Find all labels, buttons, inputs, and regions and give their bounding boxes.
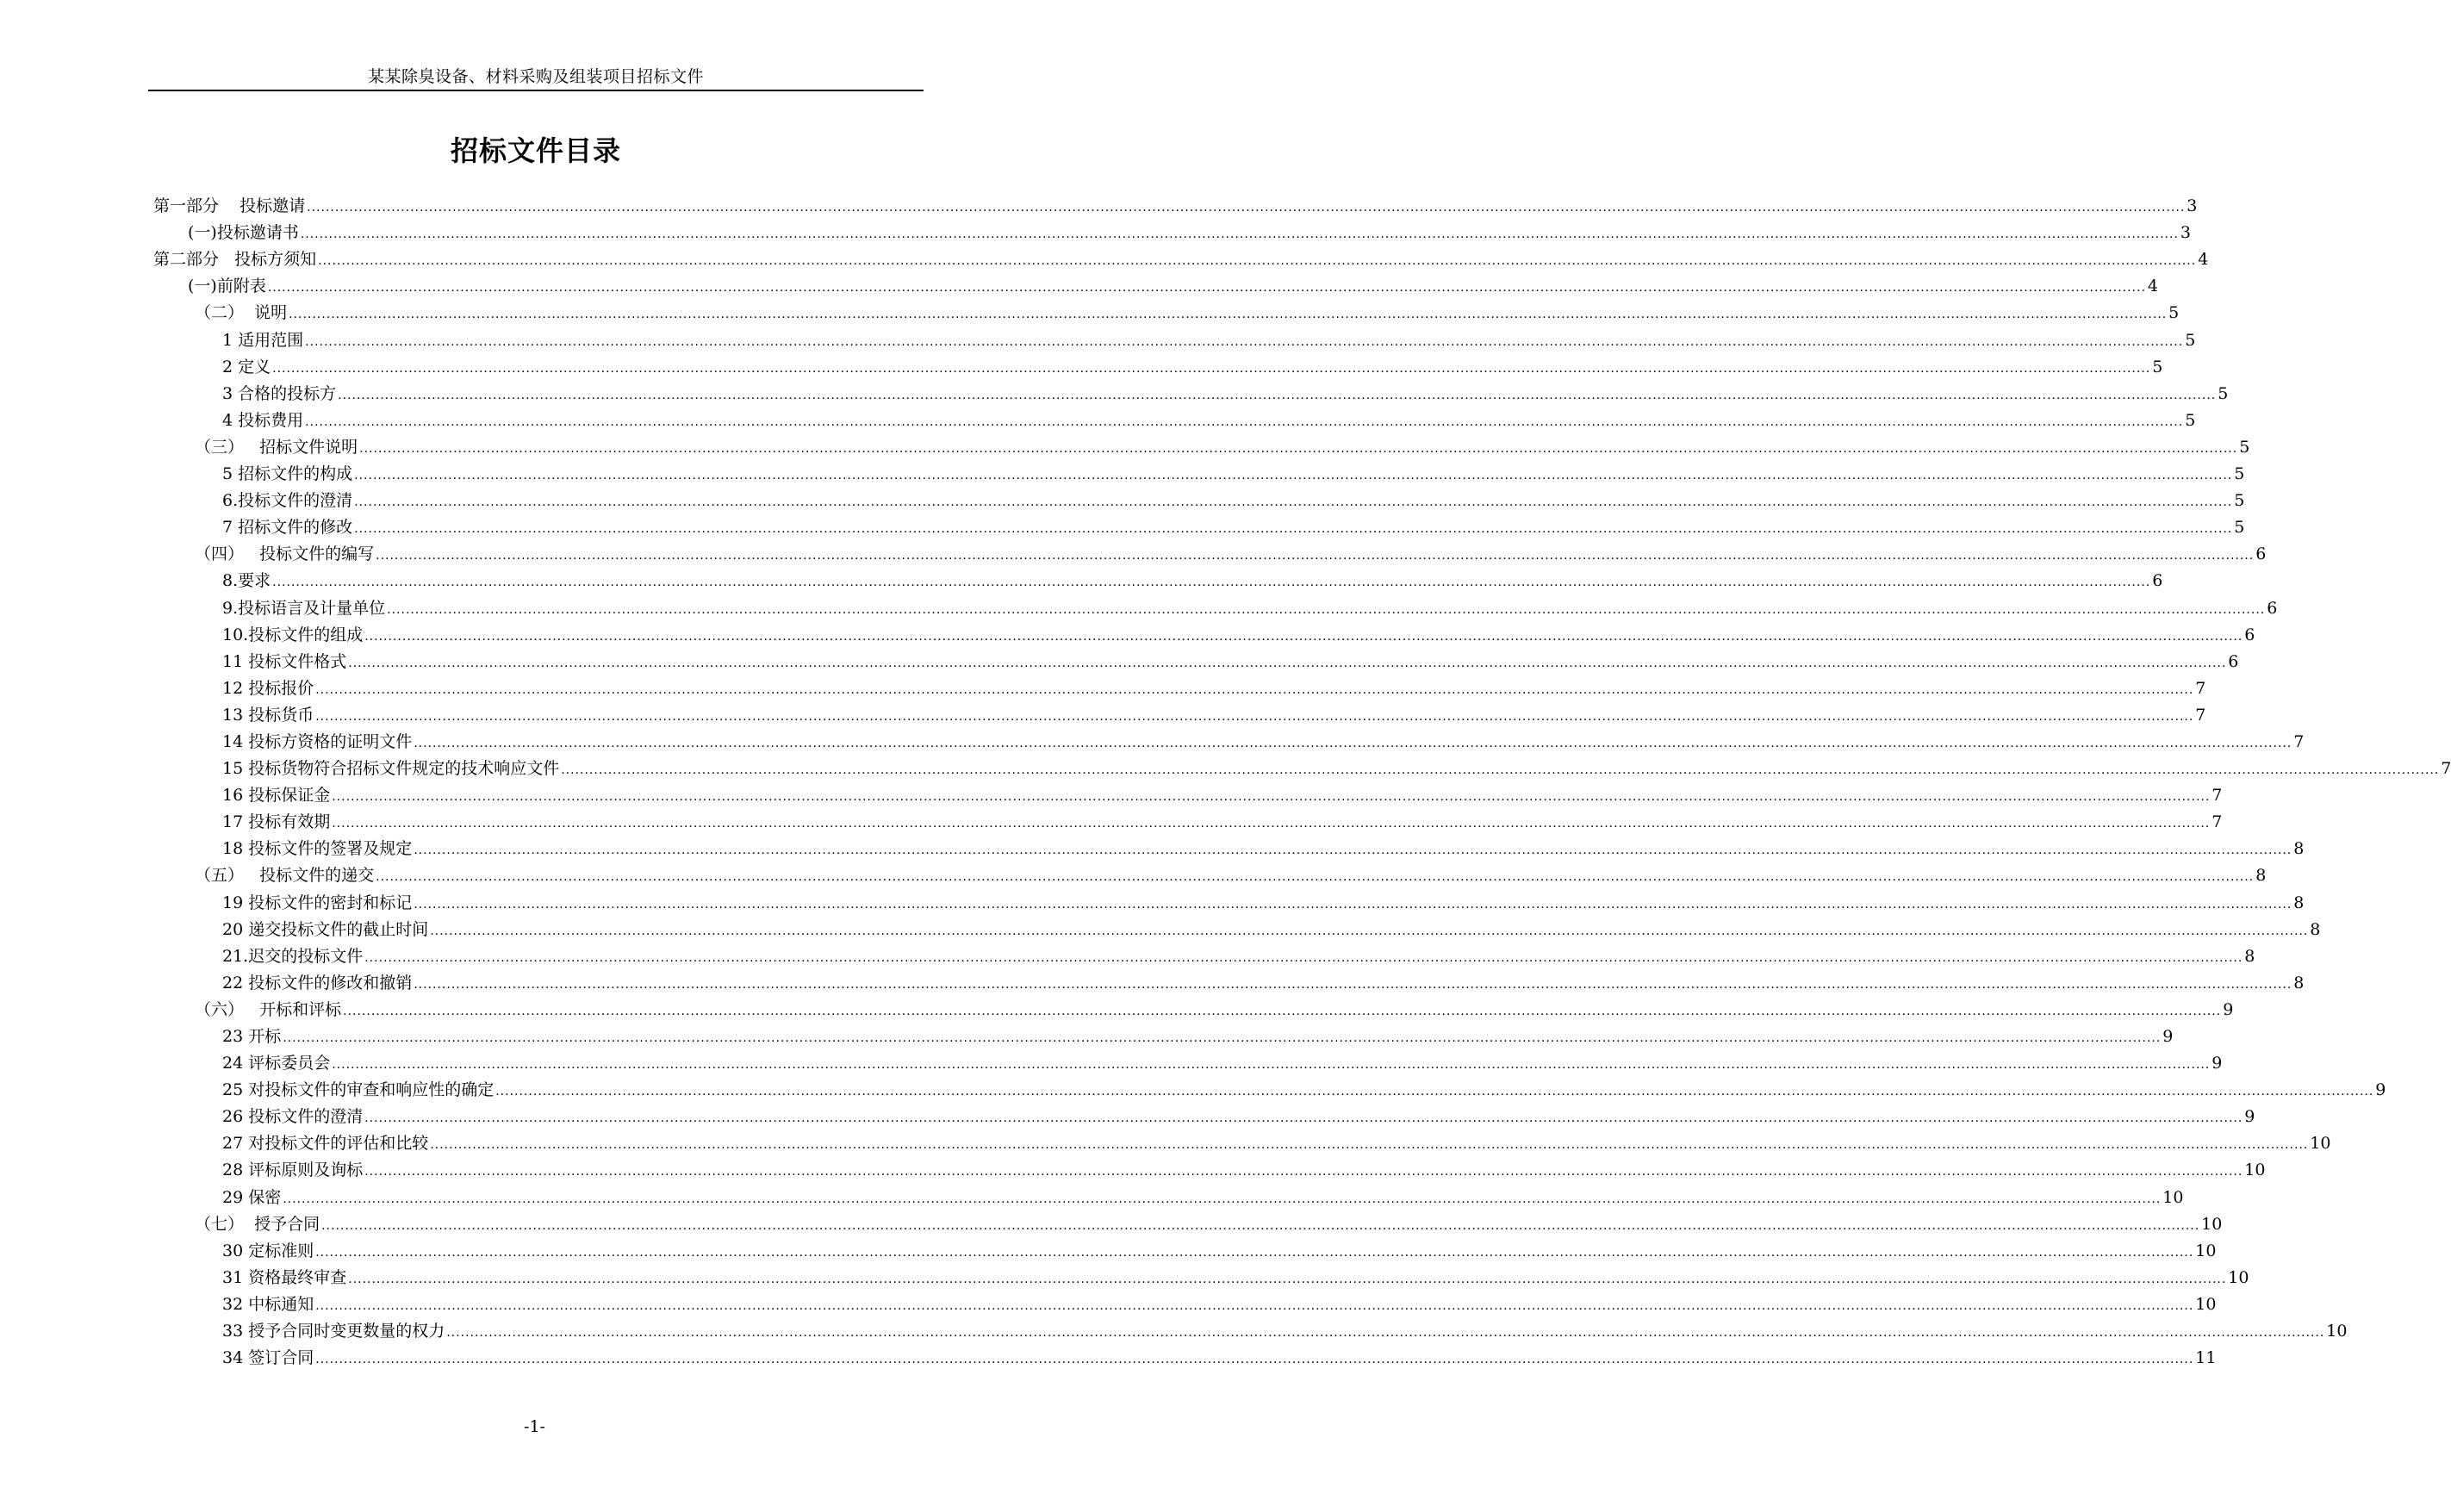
toc-entry-page: 7 xyxy=(2293,731,2305,751)
toc-entry-title: 15 投标货物符合招标文件规定的技术响应文件 xyxy=(222,759,560,779)
toc-entry-page: 10 xyxy=(2195,1241,2217,1260)
toc-entry-page: 9 xyxy=(2244,1107,2255,1127)
toc-entry[interactable] xyxy=(153,379,2229,406)
toc-dot-leader: ................................................................................................................................................................................................................................................................................................................................................................................................................ xyxy=(315,1353,2194,1367)
toc-dot-leader: ................................................................................................................................................................................................................................................................................................................................................................................................................ xyxy=(348,656,2227,670)
toc-entry[interactable] xyxy=(153,298,2180,325)
toc-entry-page: 3 xyxy=(2187,196,2198,216)
toc-entry-title: 16 投标保证金 xyxy=(222,786,331,806)
toc-entry[interactable] xyxy=(153,887,2305,914)
toc-entry[interactable] xyxy=(153,647,2239,674)
toc-entry-page: 5 xyxy=(2239,437,2250,457)
toc-entry-page: 6 xyxy=(2228,651,2239,671)
toc-entry[interactable] xyxy=(153,593,2278,619)
toc-entry-title: 4 投标费用 xyxy=(222,410,304,430)
toc-entry[interactable] xyxy=(153,1290,2217,1316)
toc-dot-leader: ................................................................................................................................................................................................................................................................................................................................................................................................................ xyxy=(495,1085,2374,1099)
toc-entry-page: 5 xyxy=(2234,518,2245,538)
toc-dot-leader: ................................................................................................................................................................................................................................................................................................................................................................................................................ xyxy=(387,602,2266,617)
toc-dot-leader: ................................................................................................................................................................................................................................................................................................................................................................................................................ xyxy=(354,522,2233,537)
toc-dot-leader: ................................................................................................................................................................................................................................................................................................................................................................................................................ xyxy=(430,924,2309,938)
toc-entry-page: 3 xyxy=(2180,223,2191,243)
toc-dot-leader: ................................................................................................................................................................................................................................................................................................................................................................................................................ xyxy=(359,441,2238,456)
toc-entry-page: 10 xyxy=(2201,1214,2223,1234)
toc-entry-title: 3 合格的投标方 xyxy=(222,383,337,403)
toc-entry[interactable] xyxy=(153,915,2321,942)
toc-entry-title: 20 递交投标文件的截止时间 xyxy=(222,919,429,939)
toc-entry-page: 8 xyxy=(2244,946,2255,966)
toc-entry-page: 7 xyxy=(2211,786,2223,806)
toc-entry[interactable] xyxy=(153,1236,2217,1263)
toc-entry-title: 32 中标通知 xyxy=(222,1294,314,1314)
toc-entry-title: 18 投标文件的签署及规定 xyxy=(222,839,413,859)
toc-dot-leader: ................................................................................................................................................................................................................................................................................................................................................................................................................ xyxy=(300,227,2179,242)
toc-entry-title: 1 适用范围 xyxy=(222,330,304,350)
toc-entry-page: 6 xyxy=(2267,598,2278,618)
toc-entry[interactable] xyxy=(153,432,2250,459)
toc-entry[interactable] xyxy=(153,245,2209,271)
toc-dot-leader: ................................................................................................................................................................................................................................................................................................................................................................................................................ xyxy=(348,1272,2227,1286)
toc-entry[interactable] xyxy=(153,727,2305,754)
toc-entry[interactable] xyxy=(153,700,2206,727)
toc-entry[interactable] xyxy=(153,1129,2331,1155)
toc-entry-page: 9 xyxy=(2162,1027,2174,1046)
toc-entry-page: 9 xyxy=(2211,1054,2223,1073)
toc-dot-leader: ................................................................................................................................................................................................................................................................................................................................................................................................................ xyxy=(338,388,2217,402)
toc-entry-title: 25 对投标文件的审查和响应性的确定 xyxy=(222,1080,495,1100)
toc-entry[interactable] xyxy=(153,807,2223,834)
toc-entry-page: 10 xyxy=(2228,1267,2249,1287)
toc-entry[interactable] xyxy=(153,566,2163,593)
toc-entry-title: 11 投标文件格式 xyxy=(222,651,347,671)
toc-entry-title: （四） 投标文件的编写 xyxy=(195,544,375,564)
running-header: 某某除臭设备、材料采购及组装项目招标文件 xyxy=(367,67,704,86)
toc-dot-leader: ................................................................................................................................................................................................................................................................................................................................................................................................................ xyxy=(354,469,2233,483)
toc-entry-title: （二） 说明 xyxy=(195,303,288,323)
toc-entry[interactable] xyxy=(153,942,2255,968)
toc-entry[interactable] xyxy=(153,620,2255,647)
toc-dot-leader: ................................................................................................................................................................................................................................................................................................................................................................................................................ xyxy=(414,736,2292,750)
toc-entry-page: 6 xyxy=(2244,625,2255,644)
toc-entry-page: 8 xyxy=(2293,893,2305,912)
toc-dot-leader: ................................................................................................................................................................................................................................................................................................................................................................................................................ xyxy=(414,977,2292,992)
toc-entry-page: 5 xyxy=(2152,357,2163,376)
toc-entry-page: 5 xyxy=(2185,330,2196,350)
toc-entry-title: 22 投标文件的修改和撤销 xyxy=(222,973,413,992)
toc-dot-leader: ................................................................................................................................................................................................................................................................................................................................................................................................................ xyxy=(414,897,2292,912)
toc-dot-leader: ................................................................................................................................................................................................................................................................................................................................................................................................................ xyxy=(305,334,2184,349)
toc-entry-page: 9 xyxy=(2375,1080,2386,1100)
toc-entry-title: 19 投标文件的密封和标记 xyxy=(222,893,413,912)
toc-dot-leader: ................................................................................................................................................................................................................................................................................................................................................................................................................ xyxy=(343,1004,2222,1018)
toc-entry[interactable] xyxy=(153,539,2267,566)
toc-entry[interactable] xyxy=(153,861,2267,887)
toc-entry-title: 27 对投标文件的评估和比较 xyxy=(222,1134,429,1154)
toc-entry[interactable] xyxy=(153,1022,2174,1048)
toc-entry-title: 23 开标 xyxy=(222,1027,282,1046)
toc-entry-title: 6.投标文件的澄清 xyxy=(222,491,353,511)
toc-entry-page: 7 xyxy=(2195,678,2206,698)
toc-entry[interactable] xyxy=(153,325,2196,352)
toc-entry-title: 29 保密 xyxy=(222,1187,282,1207)
toc-entry-title: 17 投标有效期 xyxy=(222,812,331,832)
toc-entry-page: 5 xyxy=(2234,464,2245,484)
toc-dot-leader: ................................................................................................................................................................................................................................................................................................................................................................................................................ xyxy=(315,1298,2194,1313)
toc-entry-page: 10 xyxy=(2162,1187,2184,1207)
toc-entry[interactable] xyxy=(153,1155,2266,1182)
toc-entry-title: (一)投标邀请书 xyxy=(188,223,299,243)
toc-entry[interactable] xyxy=(153,271,2158,298)
toc-dot-leader: ................................................................................................................................................................................................................................................................................................................................................................................................................ xyxy=(283,1192,2162,1206)
toc-entry-title: （三） 招标文件说明 xyxy=(195,437,358,457)
toc-entry-page: 6 xyxy=(2255,544,2267,564)
page-number: -1- xyxy=(524,1417,545,1436)
toc-entry-title: 第二部分 投标方须知 xyxy=(153,250,317,270)
toc-entry-page: 7 xyxy=(2441,759,2451,779)
toc-entry[interactable] xyxy=(153,406,2196,432)
toc-dot-leader: ................................................................................................................................................................................................................................................................................................................................................................................................................ xyxy=(430,1138,2309,1153)
toc-dot-leader: ................................................................................................................................................................................................................................................................................................................................................................................................................ xyxy=(364,629,2243,644)
toc-entry-page: 8 xyxy=(2310,919,2321,939)
toc-entry-title: 9.投标语言及计量单位 xyxy=(222,598,386,618)
table-of-contents xyxy=(153,191,2451,1370)
toc-dot-leader: ................................................................................................................................................................................................................................................................................................................................................................................................................ xyxy=(332,1058,2211,1073)
toc-entry-title: 8.要求 xyxy=(222,571,271,591)
toc-entry-title: 21.迟交的投标文件 xyxy=(222,946,364,966)
toc-entry[interactable] xyxy=(153,1102,2255,1129)
toc-entry[interactable] xyxy=(153,486,2245,513)
toc-entry-page: 4 xyxy=(2198,250,2209,270)
toc-entry[interactable] xyxy=(153,754,2451,781)
toc-entry-page: 10 xyxy=(2310,1134,2331,1154)
toc-entry-page: 7 xyxy=(2211,812,2223,832)
toc-dot-leader: ................................................................................................................................................................................................................................................................................................................................................................................................................ xyxy=(364,1165,2243,1179)
toc-entry-title: （五） 投标文件的递交 xyxy=(195,866,375,886)
toc-entry-title: 2 定义 xyxy=(222,357,271,376)
toc-entry[interactable] xyxy=(153,968,2305,995)
toc-dot-leader: ................................................................................................................................................................................................................................................................................................................................................................................................................ xyxy=(446,1326,2325,1341)
toc-entry-title: 12 投标报价 xyxy=(222,678,314,698)
toc-entry-page: 7 xyxy=(2195,705,2206,725)
toc-entry-page: 5 xyxy=(2218,383,2229,403)
toc-entry-title: 5 招标文件的构成 xyxy=(222,464,353,484)
toc-entry-page: 4 xyxy=(2147,277,2158,296)
toc-dot-leader: ................................................................................................................................................................................................................................................................................................................................................................................................................ xyxy=(272,576,2151,590)
toc-entry[interactable] xyxy=(153,191,2198,218)
toc-dot-leader: ................................................................................................................................................................................................................................................................................................................................................................................................................ xyxy=(315,682,2194,697)
toc-entry-page: 5 xyxy=(2168,303,2180,323)
header-rule xyxy=(148,90,924,91)
toc-entry-title: 26 投标文件的澄清 xyxy=(222,1107,364,1127)
toc-dot-leader: ................................................................................................................................................................................................................................................................................................................................................................................................................ xyxy=(283,1031,2162,1045)
toc-entry[interactable] xyxy=(153,218,2191,245)
toc-entry-title: 30 定标准则 xyxy=(222,1241,314,1260)
toc-entry-title: 13 投标货币 xyxy=(222,705,314,725)
toc-entry[interactable] xyxy=(153,1263,2249,1290)
toc-entry-title: 第一部分 投标邀请 xyxy=(153,196,306,216)
toc-dot-leader: ................................................................................................................................................................................................................................................................................................................................................................................................................ xyxy=(321,1218,2200,1233)
toc-dot-leader: ................................................................................................................................................................................................................................................................................................................................................................................................................ xyxy=(272,361,2151,376)
toc-entry[interactable] xyxy=(153,1316,2348,1343)
toc-entry-page: 6 xyxy=(2152,571,2163,591)
toc-entry-page: 10 xyxy=(2326,1322,2348,1341)
toc-entry-page: 10 xyxy=(2244,1160,2266,1180)
toc-entry[interactable] xyxy=(153,1048,2223,1075)
toc-entry-title: 24 评标委员会 xyxy=(222,1054,331,1073)
toc-dot-leader: ................................................................................................................................................................................................................................................................................................................................................................................................................ xyxy=(364,1111,2243,1126)
toc-entry[interactable] xyxy=(153,352,2163,379)
document-title: 招标文件目录 xyxy=(450,134,621,167)
toc-dot-leader: ................................................................................................................................................................................................................................................................................................................................................................................................................ xyxy=(315,709,2194,724)
toc-dot-leader: ................................................................................................................................................................................................................................................................................................................................................................................................................ xyxy=(307,201,2186,215)
toc-entry-page: 8 xyxy=(2293,839,2305,859)
toc-entry[interactable] xyxy=(153,1182,2184,1209)
toc-entry-title: (一)前附表 xyxy=(188,277,266,296)
toc-entry-title: 33 授予合同时变更数量的权力 xyxy=(222,1322,445,1341)
toc-dot-leader: ................................................................................................................................................................................................................................................................................................................................................................................................................ xyxy=(332,817,2211,831)
toc-dot-leader: ................................................................................................................................................................................................................................................................................................................................................................................................................ xyxy=(414,843,2292,858)
toc-entry-page: 11 xyxy=(2195,1348,2217,1368)
toc-entry-title: 28 评标原则及询标 xyxy=(222,1160,364,1180)
toc-entry-title: （七） 授予合同 xyxy=(195,1214,320,1234)
toc-dot-leader: ................................................................................................................................................................................................................................................................................................................................................................................................................ xyxy=(364,950,2243,965)
toc-entry[interactable] xyxy=(153,674,2206,700)
toc-dot-leader: ................................................................................................................................................................................................................................................................................................................................................................................................................ xyxy=(315,1245,2194,1260)
toc-entry-title: 10.投标文件的组成 xyxy=(222,625,364,644)
toc-entry[interactable] xyxy=(153,781,2223,807)
toc-entry[interactable] xyxy=(153,1075,2386,1102)
toc-entry[interactable] xyxy=(153,513,2245,539)
toc-dot-leader: ................................................................................................................................................................................................................................................................................................................................................................................................................ xyxy=(354,495,2233,510)
toc-dot-leader: ................................................................................................................................................................................................................................................................................................................................................................................................................ xyxy=(318,254,2197,269)
toc-entry[interactable] xyxy=(153,459,2245,486)
toc-dot-leader: ................................................................................................................................................................................................................................................................................................................................................................................................................ xyxy=(267,281,2146,296)
toc-dot-leader: ................................................................................................................................................................................................................................................................................................................................................................................................................ xyxy=(376,870,2255,885)
toc-entry-title: 7 招标文件的修改 xyxy=(222,518,353,538)
toc-dot-leader: ................................................................................................................................................................................................................................................................................................................................................................................................................ xyxy=(332,790,2211,805)
toc-entry[interactable] xyxy=(153,995,2234,1022)
toc-entry-title: （六） 开标和评标 xyxy=(195,999,342,1019)
toc-entry-title: 31 资格最终审查 xyxy=(222,1267,347,1287)
toc-dot-leader: ................................................................................................................................................................................................................................................................................................................................................................................................................ xyxy=(289,308,2168,322)
toc-entry-page: 5 xyxy=(2185,410,2196,430)
toc-entry-title: 14 投标方资格的证明文件 xyxy=(222,731,413,751)
toc-dot-leader: ................................................................................................................................................................................................................................................................................................................................................................................................................ xyxy=(561,763,2440,778)
toc-entry-page: 9 xyxy=(2223,999,2234,1019)
toc-entry-page: 5 xyxy=(2234,491,2245,511)
toc-entry-page: 10 xyxy=(2195,1294,2217,1314)
toc-entry-page: 8 xyxy=(2255,866,2267,886)
toc-entry[interactable] xyxy=(153,1343,2217,1370)
toc-entry-page: 8 xyxy=(2293,973,2305,992)
toc-dot-leader: ................................................................................................................................................................................................................................................................................................................................................................................................................ xyxy=(305,414,2184,429)
toc-entry-title: 34 签订合同 xyxy=(222,1348,314,1368)
toc-entry[interactable] xyxy=(153,834,2305,861)
toc-dot-leader: ................................................................................................................................................................................................................................................................................................................................................................................................................ xyxy=(376,549,2255,563)
toc-entry[interactable] xyxy=(153,1210,2223,1236)
